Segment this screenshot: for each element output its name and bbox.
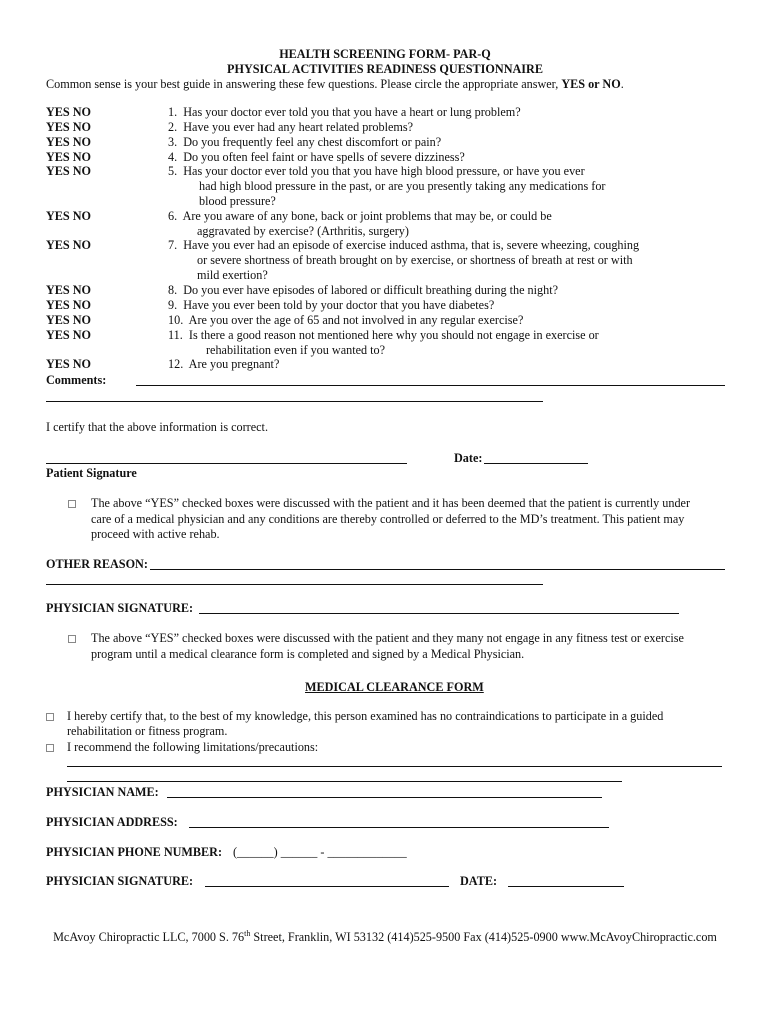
- comments-label: Comments:: [46, 373, 107, 387]
- other-reason-line-2[interactable]: [46, 584, 543, 585]
- intro-text: Common sense is your best guide in answering these few questions. Please circle the appropriate answer, YES or NO.: [46, 77, 624, 91]
- physician-signature-label-1: PHYSICIAN SIGNATURE:: [46, 601, 194, 615]
- physician-address-line[interactable]: [189, 827, 609, 828]
- comments-line-2[interactable]: [46, 401, 543, 402]
- other-reason-line-1[interactable]: [150, 569, 725, 570]
- certify-text: I certify that the above information is correct.: [46, 420, 268, 434]
- question-9: 9. Have you ever been told by your doctor that you have diabetes?: [168, 298, 495, 312]
- discussed-1-line-1: The above “YES” checked boxes were discussed with the patient and it has been deemed that the patient is currently under: [91, 496, 691, 510]
- physician-signature-label-2: PHYSICIAN SIGNATURE:: [46, 874, 194, 888]
- physician-phone-field[interactable]: (______) ______ - _____________: [233, 845, 407, 859]
- physician-address-label: PHYSICIAN ADDRESS:: [46, 815, 178, 829]
- question-5-cont-1: had high blood pressure in the past, or are you presently taking any medications for: [199, 179, 606, 193]
- question-6-cont-1: aggravated by exercise? (Arthritis, surgery): [197, 224, 409, 238]
- answer-q1[interactable]: YES NO: [46, 105, 92, 119]
- discussed-2-line-1: The above “YES” checked boxes were discussed with the patient and they many not engage in any fitness test or exercise: [91, 631, 684, 645]
- answer-q4[interactable]: YES NO: [46, 150, 92, 164]
- comments-line-1[interactable]: [136, 385, 725, 386]
- question-5-cont-2: blood pressure?: [199, 194, 276, 208]
- precautions-line-2[interactable]: [67, 781, 622, 782]
- physician-name-line[interactable]: [167, 797, 602, 798]
- date-line-2[interactable]: [508, 886, 624, 887]
- date-label-2: DATE:: [460, 874, 498, 888]
- clearance-1-checkbox[interactable]: [46, 713, 54, 721]
- footer: McAvoy Chiropractic LLC, 7000 S. 76th Street, Franklin, WI 53132 (414)525-9500 Fax (414)525-0900 www.McAvoyChiropractic.com: [53, 928, 717, 944]
- question-7-cont-2: mild exertion?: [197, 268, 268, 282]
- answer-q12[interactable]: YES NO: [46, 357, 92, 371]
- clearance-2-checkbox[interactable]: [46, 744, 54, 752]
- question-11: 11. Is there a good reason not mentioned here why you should not engage in exercise or: [168, 328, 599, 342]
- answer-q11[interactable]: YES NO: [46, 328, 92, 342]
- answer-q9[interactable]: YES NO: [46, 298, 92, 312]
- question-1: 1. Has your doctor ever told you that you have a heart or lung problem?: [168, 105, 521, 119]
- answer-q5[interactable]: YES NO: [46, 164, 92, 178]
- form-subtitle: PHYSICAL ACTIVITIES READINESS QUESTIONNAIRE: [227, 62, 543, 76]
- question-5: 5. Has your doctor ever told you that you have high blood pressure, or have you ever: [168, 164, 585, 178]
- patient-signature-line[interactable]: [46, 463, 407, 464]
- question-10: 10. Are you over the age of 65 and not involved in any regular exercise?: [168, 313, 524, 327]
- physician-name-label: PHYSICIAN NAME:: [46, 785, 159, 799]
- physician-signature-line-2[interactable]: [205, 886, 449, 887]
- other-reason-label: OTHER REASON:: [46, 557, 148, 571]
- question-7-cont-1: or severe shortness of breath brought on by exercise, or shortness of breath at rest or with: [197, 253, 633, 267]
- question-2: 2. Have you ever had any heart related problems?: [168, 120, 413, 134]
- patient-signature-label: Patient Signature: [46, 466, 137, 480]
- discussed-1-line-3: proceed with active rehab.: [91, 527, 220, 541]
- clearance-title: MEDICAL CLEARANCE FORM: [305, 680, 484, 694]
- answer-q10[interactable]: YES NO: [46, 313, 92, 327]
- question-6: 6. Are you aware of any bone, back or joint problems that may be, or could be: [168, 209, 552, 223]
- clearance-2-text: I recommend the following limitations/precautions:: [67, 740, 319, 754]
- discussed-1-line-2: care of a medical physician and any conditions are thereby controlled or deferred to the MD’s treatment. This patient may: [91, 512, 685, 526]
- physician-phone-label: PHYSICIAN PHONE NUMBER:: [46, 845, 223, 859]
- question-7: 7. Have you ever had an episode of exercise induced asthma, that is, severe wheezing, coughing: [168, 238, 640, 252]
- discussed-2-checkbox[interactable]: [68, 635, 76, 643]
- answer-q2[interactable]: YES NO: [46, 120, 92, 134]
- date-label: Date:: [454, 451, 483, 465]
- discussed-1-checkbox[interactable]: [68, 500, 76, 508]
- question-11-cont-1: rehabilitation even if you wanted to?: [206, 343, 386, 357]
- physician-signature-line-1[interactable]: [199, 613, 679, 614]
- answer-q3[interactable]: YES NO: [46, 135, 92, 149]
- date-line[interactable]: [484, 463, 588, 464]
- question-8: 8. Do you ever have episodes of labored or difficult breathing during the night?: [168, 283, 559, 297]
- clearance-1-line-1: I hereby certify that, to the best of my knowledge, this person examined has no contraindications to participate in a guided: [67, 709, 664, 723]
- question-4: 4. Do you often feel faint or have spells of severe dizziness?: [168, 150, 465, 164]
- question-3: 3. Do you frequently feel any chest discomfort or pain?: [168, 135, 442, 149]
- answer-q6[interactable]: YES NO: [46, 209, 92, 223]
- question-12: 12. Are you pregnant?: [168, 357, 280, 371]
- clearance-1-line-2: rehabilitation or fitness program.: [67, 724, 228, 738]
- form-title: HEALTH SCREENING FORM- PAR-Q: [279, 47, 491, 61]
- discussed-2-line-2: program until a medical clearance form is completed and signed by a Medical Physician.: [91, 647, 525, 661]
- precautions-line-1[interactable]: [67, 766, 722, 767]
- answer-q7[interactable]: YES NO: [46, 238, 92, 252]
- answer-q8[interactable]: YES NO: [46, 283, 92, 297]
